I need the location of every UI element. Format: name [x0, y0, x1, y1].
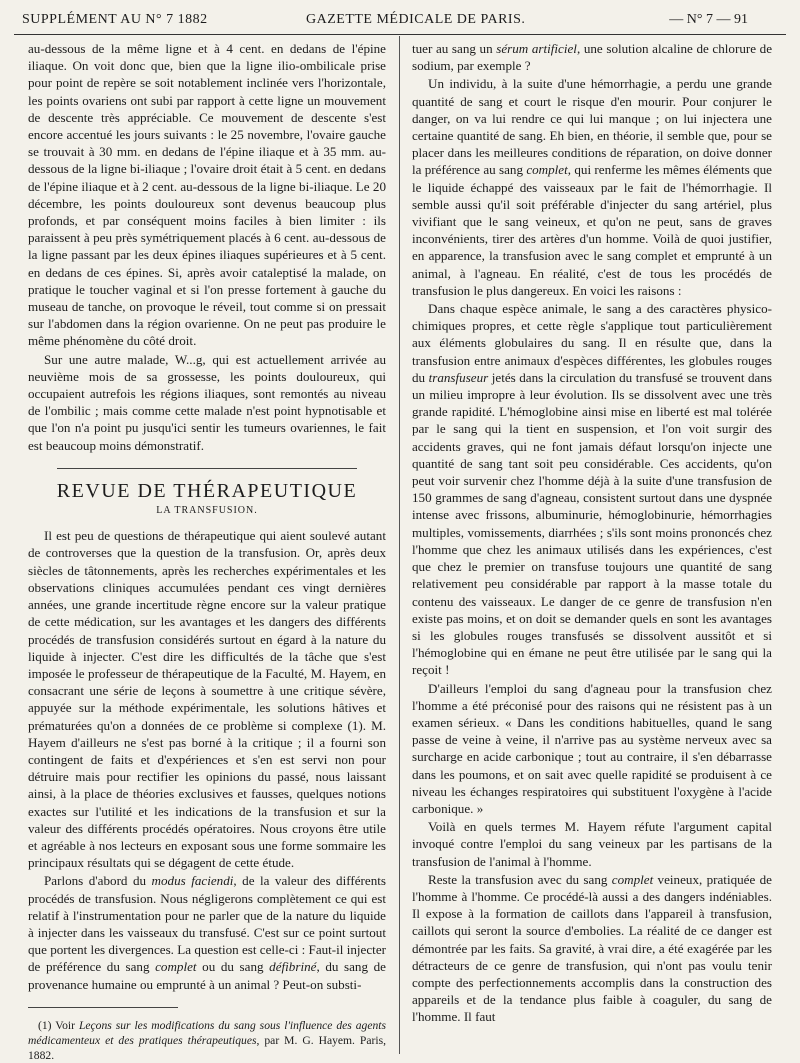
paragraph: Voilà en quels termes M. Hayem réfute l'argument capital invoqué contre l'emploi du sang veineux par les partisans de la transfusion de l'animal à l'homme. — [412, 819, 772, 869]
paragraph: Sur une autre malade, W...g, qui est actuellement arrivée au neuvième mois de sa grossesse, les points douloureux, qui occupaient autrefois les régions iliaques, sont remontés au niveau de l'ombilic ; mais comme cette malade n'est point hypnotisable et que l'on n'a point pu jusqu'ici sentir les tumeurs ovariennes, le fait est beaucoup moins démonstratif. — [28, 351, 386, 453]
paragraph: tuer au sang un sérum artificiel, une solution alcaline de chlorure de sodium, par exemple ? — [412, 41, 773, 74]
section-divider — [57, 468, 357, 469]
paragraph: au-dessous de la même ligne et à 4 cent. en dedans de l'épine iliaque. On voit donc que, bien que la ligne ilio-ombilicale prise pour point de repère se soit notablement inclinée vers l'horizontale, les points ovariens ont subi par rapport à cette ligne un mouvement de descente très appréciable. Ce mouvement de descente s'est encore accentué les jours suivants : le 25 novembre, l'ovaire gauche se trouvait à 30 mm. en dedans de l'épine iliaque et à 35 mm. au-dessous de la ligne bi-iliaque ; l'ovaire droit était à 5 cent. en dedans de l'épine iliaque et à 2 cent. au-dessous de la ligne bi-iliaque. Le 20 décembre, les points douloureux sont devenus beaucoup plus profonds, et par conséquent moins faciles à bien limiter : ils paraissent à peu près symétriquement placés à 6 cent. au-dessous de la ligne passant par les deux épines iliaques supérieures et à 5 cent. en dedans de ces épines. Si, après avoir cataleptisé la malade, on pratique le toucher vaginal et si l'on presse fortement à gauche du museau de tanche, on provoque le réveil, tout comme si on pressait sur l'abdomen dans la région ovarienne. On ne peut pas produire le même phénomène du côté droit. — [28, 41, 386, 349]
header-rule — [14, 34, 786, 35]
paragraph: Reste la transfusion avec du sang complet veineux, pratiquée de l'homme à l'homme. Ce procédé-là aussi a des dangers indéniables. Il expose à la formation de caillots dans l'appareil à transfusion, caillots qui seront la source d'embolies. La réalité de ce danger est démontrée par les faits. Sa gravité, à vrai dire, a été exagérée par les détracteurs de ce genre de transfusion, qui n'ont pas voulu tenir compte des perfectionnements accomplis dans la construction des appareils et de la tendance plus faible à coaguler, du sang de l'homme. Il faut — [412, 871, 772, 1025]
paragraph: Un individu, à la suite d'une hémorrhagie, a perdu une grande quantité de sang et court le risque d'en mourir. Pour conjurer le danger, on va lui rendre ce qui lui manque ; on lui injectera une certaine quantité de sang. Eh bien, en théorie, il semble que, pour se placer dans les meilleures conditions de réparation, on doive donner la préférence au sang complet, qui renferme les mêmes éléments que le liquide échappé des vaisseaux par le fait de l'hémorrhagie. Il semble aussi qu'il soit préférable d'injecter du sang artériel, plus vivifiant que le sang veineux, et qu'on ne peut, sans de graves inconvénients, tirer des artères d'un homme. Voilà de quoi justifier, en apparence, la transfusion avec le sang complet et emprunté à un animal, à l'agneau. En réalité, c'est de tous les procédés de transfusion le plus dangereux. En voici les raisons : — [412, 76, 772, 298]
right-column — [412, 40, 772, 1026]
footnote: (1) Voir Leçons sur les modifications du sang sous l'influence des agents médicamenteux et des pratiques thérapeutiques, par M. G. Hayem. Paris, 1882. — [28, 1018, 386, 1062]
section-subtitle: LA TRANSFUSION. — [156, 505, 258, 517]
column-divider — [399, 36, 400, 1054]
page-header — [14, 10, 786, 34]
paragraph: Parlons d'abord du modus faciendi, de la valeur des différents procédés de transfusion. Nous négligerons complètement ce qui est relatif à l'instrumentation pour ne parler que de la nature du liquide à injecter dans les vaisseaux du transfusé. C'est sur ce point surtout que portent les divergences. La question est celle-ci : Faut-il injecter de préférence du sang complet ou du sang défibriné, du sang de provenance humaine ou emprunté à un animal ? Peut-on substi- — [28, 873, 386, 992]
paragraph: D'ailleurs l'emploi du sang d'agneau pour la transfusion chez l'homme a été préconisé pour des raisons qui ne résistent pas à un examen sérieux. « Dans les conditions habituelles, quand le sang passe de veine à veine, il n'arrive pas au système nerveux avec sa surcharge en acide carbonique ; tout au contraire, il s'en débarrasse dans les poumons, et on sait avec quelle rapidité se produisent à ce niveau les échanges respiratoires qui substituent l'oxygène à l'acide carbonique. » — [412, 680, 772, 816]
footnote-rule — [28, 1007, 178, 1008]
paragraph: Dans chaque espèce animale, le sang a des caractères physico-chimiques propres, et cette règle s'applique tout particulièrement aux éléments globulaires du sang. Il en résulte que, dans la transfusion entre animaux d'espèces différentes, les globules rouges du transfuseur jetés dans la circulation du transfusé se trouvent dans un milieu impropre à leur évolution. Ils se dissolvent avec une très grande rapidité. L'hémoglobine ainsi mise en liberté est mal tolérée par le sang qui la tient en suspension, et l'on voit surgir des accidents graves, qui ne font jamais défaut lorsqu'on injecte une quantité de sang tant soit peu considérable. Ces accidents, qu'on peut voir survenir chez l'homme déjà à la suite d'une transfusion de 150 grammes de sang d'agneau, consistent surtout dans une dyspnée intense avec frissons, albuminurie, hémoglobinurie, hémorrhagies multiples, vomissements, diarrhées ; s'ils sont moins prononcés chez l'homme que chez les animaux utilisés dans les expériences, c'est que chez le premier on transfuse toujours une quantité de sang relativement peu considérable par rapport à la masse totale du contenu des vaisseaux. Le danger de ce genre de transfusion n'en existe pas moins, et on doit se demander quels en sont les avantages si les globules rouges transfusés se dissolvent aussitôt et si l'hémoglobine qui en émane ne peut être utilisée par le sang qui la reçoit ! — [412, 301, 772, 678]
header-page-number: — N° 7 — 91 — [669, 12, 748, 27]
section-title: REVUE DE THÉRAPEUTIQUE — [56, 479, 358, 502]
header-journal-title: GAZETTE MÉDICALE DE PARIS. — [306, 12, 526, 27]
header-supplement: SUPPLÉMENT AU N° 7 1882 — [22, 12, 208, 27]
paragraph: Il est peu de questions de thérapeutique qui aient soulevé autant de controverses que la question de la transfusion. Or, après deux siècles de tâtonnements, après les recherches expérimentales et les observations cliniques accumulées pendant ces vingt dernières années, une grande incertitude règne encore sur la valeur pratique de cette médication, sur les avantages et les dangers des différents procédés de transfusion considérés surtout en égard à la nature du liquide à injecter. C'est dire les difficultés de la tâche que s'est imposée le professeur de thérapeutique de la Faculté, M. Hayem, en consacrant une série de leçons à soumettre à une critique sévère, appuyée sur la méthode expérimentale, les solutions hâtives et prématurées qu'on a données de ce problème si complexe (1). M. Hayem d'ailleurs ne s'est pas borné à la critique ; il a fourni son contingent de faits et d'expériences et s'en est servi non pour détruire mais pour rectifier les opinions du passé, nous laissant ainsi, à la place de théories exclusives et fausses, quelques notions exactes sur l'utilité et les indications de la transfusion et sur la valeur des différents procédés opératoires. Nous croyons être utile et agréable à nos lecteurs en exposant sous une forme sommaire les principaux résultats qui se dégagent de cette étude. — [28, 528, 386, 871]
left-column — [28, 40, 386, 1063]
